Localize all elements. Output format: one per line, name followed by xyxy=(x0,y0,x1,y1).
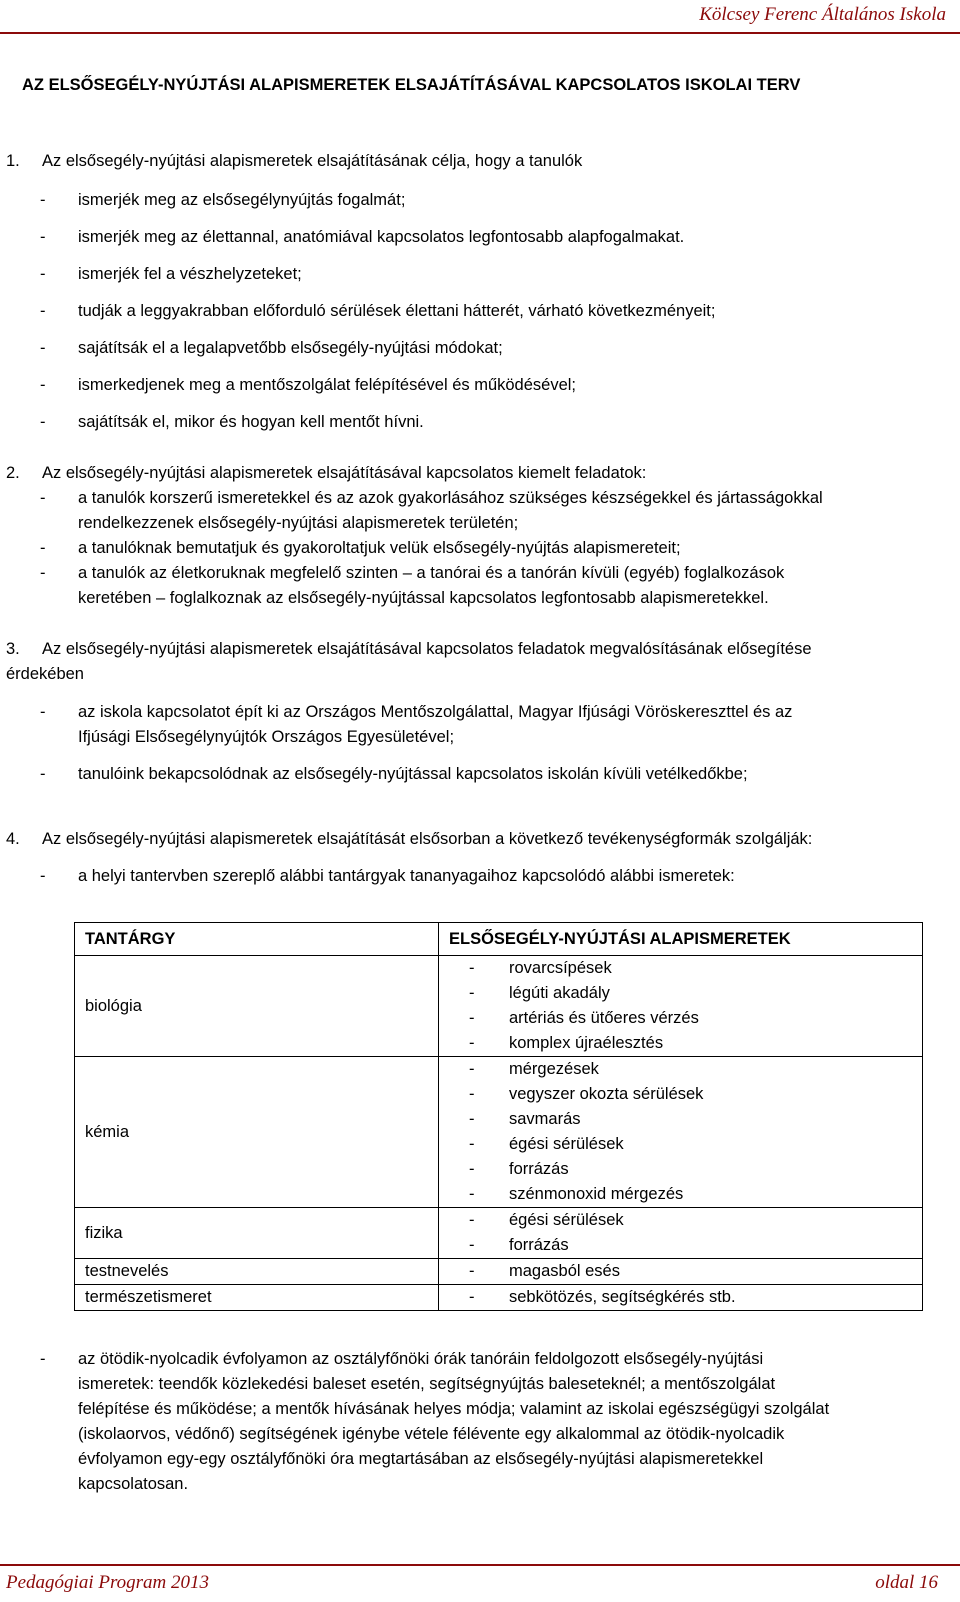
list-item-line: keretében – foglalkoznak az elsősegély-nyújtással kapcsolatos legfontosabb alapismeretekkel. xyxy=(78,589,769,607)
bullet-dash: - xyxy=(40,703,46,721)
list-item-line: a tanulóknak bemutatjuk és gyakoroltatjuk velük elsősegély-nyújtás alapismereteit; xyxy=(78,539,681,557)
list-item: sajátítsák el, mikor és hogyan kell mentőt hívni. xyxy=(78,413,424,431)
knowledge-cell xyxy=(439,1285,923,1311)
knowledge-item: - forrázás xyxy=(469,1236,569,1254)
list-item-line: évfolyamon egy-egy osztályfőnöki óra megtartásában az elsősegély-nyújtási alapismeretekkel xyxy=(78,1450,764,1468)
table-row xyxy=(75,1259,923,1285)
list-item: a helyi tantervben szereplő alábbi tantárgyak tananyagaihoz kapcsolódó alábbi ismeretek: xyxy=(78,867,735,885)
knowledge-item: - légúti akadály xyxy=(469,984,610,1002)
knowledge-cell xyxy=(439,1259,923,1285)
bullet-dash: - xyxy=(40,302,46,320)
bullet-dash: - xyxy=(40,765,46,783)
list-item-line: rendelkezzenek elsősegély-nyújtási alapismeretek területén; xyxy=(78,514,519,532)
bullet-dash: - xyxy=(40,191,46,209)
knowledge-cell xyxy=(439,1208,923,1259)
list-item-line: az ötödik-nyolcadik évfolyamon az osztályfőnöki órák tanóráin feldolgozott elsősegély-nyújtási xyxy=(78,1350,764,1368)
subjects-table xyxy=(74,922,923,1311)
knowledge-item: - égési sérülések xyxy=(469,1135,624,1153)
subject-cell: fizika xyxy=(75,1208,439,1259)
subject-cell: kémia xyxy=(75,1057,439,1208)
knowledge-item: - vegyszer okozta sérülések xyxy=(469,1085,704,1103)
section-text-line: érdekében xyxy=(6,665,84,683)
knowledge-item: - forrázás xyxy=(469,1160,569,1178)
section-number: 3. xyxy=(6,640,20,658)
document-title: AZ ELSŐSEGÉLY-NYÚJTÁSI ALAPISMERETEK ELSAJÁTÍTÁSÁVAL KAPCSOLATOS ISKOLAI TERV xyxy=(22,76,801,94)
bullet-dash: - xyxy=(40,228,46,246)
list-item: ismerjék fel a vészhelyzeteket; xyxy=(78,265,302,283)
section-number: 1. xyxy=(6,152,20,170)
knowledge-item: - mérgezések xyxy=(469,1060,599,1078)
bullet-dash: - xyxy=(40,564,46,582)
school-name: Kölcsey Ferenc Általános Iskola xyxy=(699,4,946,25)
section-number: 2. xyxy=(6,464,20,482)
knowledge-item: - magasból esés xyxy=(469,1262,620,1280)
knowledge-item: - artériás és ütőeres vérzés xyxy=(469,1009,699,1027)
footer-program: Pedagógiai Program 2013 xyxy=(6,1572,210,1593)
knowledge-cell xyxy=(439,1057,923,1208)
table-row xyxy=(75,956,923,1057)
bullet-dash: - xyxy=(40,867,46,885)
list-item: ismerjék meg az elsősegélynyújtás fogalmát; xyxy=(78,191,406,209)
list-item: sajátítsák el a legalapvetőbb elsősegély-nyújtási módokat; xyxy=(78,339,503,357)
bullet-dash: - xyxy=(40,339,46,357)
knowledge-item: - komplex újraélesztés xyxy=(469,1034,664,1052)
knowledge-item: - égési sérülések xyxy=(469,1211,624,1229)
bullet-dash: - xyxy=(40,1350,46,1368)
knowledge-item: - szénmonoxid mérgezés xyxy=(469,1185,684,1203)
page-number: oldal 16 xyxy=(875,1572,938,1593)
knowledge-item: - sebkötözés, segítségkérés stb. xyxy=(469,1288,736,1306)
subject-cell: testnevelés xyxy=(75,1259,439,1285)
bullet-dash: - xyxy=(40,489,46,507)
list-item: ismerjék meg az élettannal, anatómiával kapcsolatos legfontosabb alapfogalmakat. xyxy=(78,228,685,246)
section-text: Az elsősegély-nyújtási alapismeretek elsajátítását elsősorban a következő tevékenységformák szolgálják: xyxy=(42,830,813,848)
table-header-knowledge: ELSŐSEGÉLY-NYÚJTÁSI ALAPISMERETEK xyxy=(439,923,923,956)
section-text-line: Az elsősegély-nyújtási alapismeretek elsajátításával kapcsolatos feladatok megvalósításának elősegítése xyxy=(42,640,812,658)
bullet-dash: - xyxy=(40,413,46,431)
table-row xyxy=(75,1208,923,1259)
table-header-row xyxy=(75,923,923,956)
list-item-line: az iskola kapcsolatot épít ki az Országos Mentőszolgálattal, Magyar Ifjúsági Vöröskereszttel és az xyxy=(78,703,793,721)
table-row xyxy=(75,1285,923,1311)
subject-cell: természetismeret xyxy=(75,1285,439,1311)
list-item-line: tanulóink bekapcsolódnak az elsősegély-nyújtással kapcsolatos iskolán kívüli vetélkedőkbe; xyxy=(78,765,748,783)
list-item-line: kapcsolatosan. xyxy=(78,1475,189,1493)
section-text: Az elsősegély-nyújtási alapismeretek elsajátításának célja, hogy a tanulók xyxy=(42,152,583,170)
bullet-dash: - xyxy=(40,265,46,283)
list-item-line: felépítése és működése; a mentők hívásának helyes módja; valamint az iskolai egészségügyi szolgálat xyxy=(78,1400,830,1418)
table-header-subject: TANTÁRGY xyxy=(75,923,439,956)
knowledge-item: - savmarás xyxy=(469,1110,581,1128)
table-row xyxy=(75,1057,923,1208)
list-item: ismerkedjenek meg a mentőszolgálat felépítésével és működésével; xyxy=(78,376,577,394)
section-number: 4. xyxy=(6,830,20,848)
page-footer xyxy=(0,1564,960,1602)
page-header xyxy=(0,0,960,34)
bullet-dash: - xyxy=(40,376,46,394)
list-item-line: a tanulók korszerű ismeretekkel és az azok gyakorlásához szükséges készségekkel és jártasságokkal xyxy=(78,489,823,507)
subject-cell: biológia xyxy=(75,956,439,1057)
list-item-line: a tanulók az életkoruknak megfelelő szinten – a tanórai és a tanórán kívüli (egyéb) foglalkozások xyxy=(78,564,785,582)
knowledge-item: - rovarcsípések xyxy=(469,959,612,977)
knowledge-cell xyxy=(439,956,923,1057)
list-item-line: ismeretek: teendők közlekedési baleset esetén, segítségnyújtás baleseteknél; a mentőszolgálat xyxy=(78,1375,776,1393)
bullet-dash: - xyxy=(40,539,46,557)
list-item-line: Ifjúsági Elsősegélynyújtók Országos Egyesületével; xyxy=(78,728,455,746)
list-item-line: (iskolaorvos, védőnő) segítségének igénybe vétele félévente egy alkalommal az ötödik-nyolcadik xyxy=(78,1425,785,1443)
section-text: Az elsősegély-nyújtási alapismeretek elsajátításával kapcsolatos kiemelt feladatok: xyxy=(42,464,647,482)
list-item: tudják a leggyakrabban előforduló sérülések élettani hátterét, várható következményeit; xyxy=(78,302,716,320)
